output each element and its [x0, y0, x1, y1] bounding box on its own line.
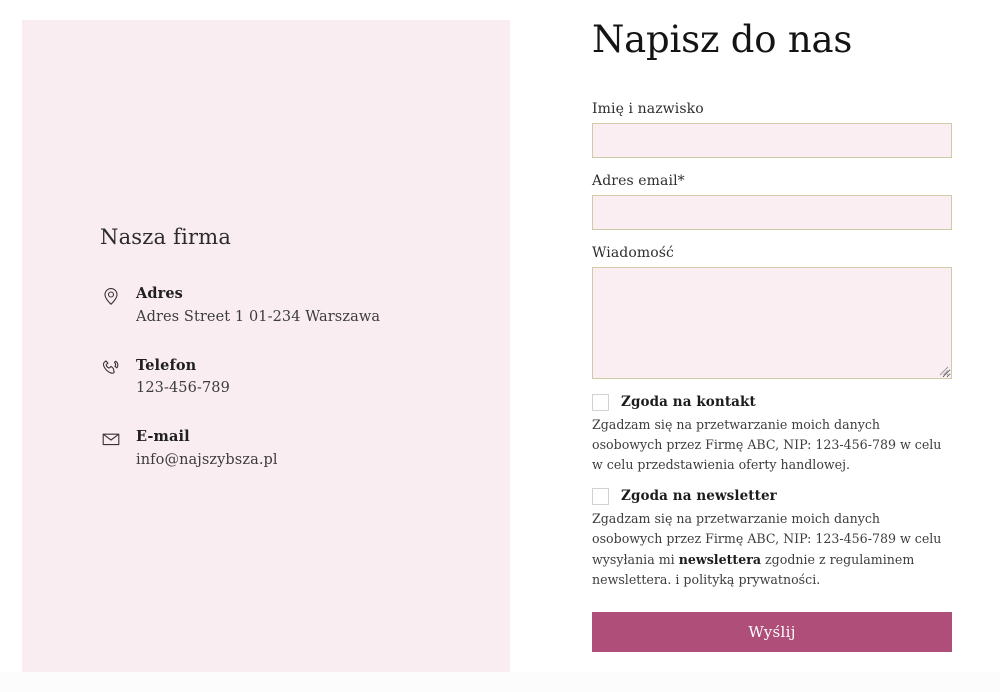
consent-newsletter-text-before: Zgadzam się na przetwarzanie moich danych osobowych przez Firmę ABC, NIP: 123-456-789 w celu wysyłania mi [592, 510, 942, 567]
label-email: Adres email* [592, 172, 685, 189]
field-group-email [592, 173, 952, 230]
full-name-input[interactable] [592, 123, 952, 158]
consent-contact-checkbox[interactable] [592, 394, 609, 411]
contact-label-email: E-mail [136, 428, 190, 445]
contact-text-email [136, 426, 278, 472]
consent-contact-text-main: Zgadzam się na przetwarzanie moich danych osobowych przez Firmę ABC, NIP: 123-456-789 w celu w celu przedstawienia oferty handlowej. [592, 416, 942, 473]
contact-value-email: info@najszybsza.pl [136, 451, 278, 468]
company-info-panel [22, 20, 510, 672]
consent-newsletter-text-bold: newslettera [678, 551, 762, 567]
field-group-message [592, 245, 952, 379]
phone-icon [100, 357, 122, 379]
submit-button[interactable]: Wyślij [592, 612, 952, 652]
message-textarea[interactable] [592, 267, 952, 379]
page-bottom-strip [0, 672, 1000, 692]
location-pin-icon [100, 285, 122, 307]
consent-newsletter-header [592, 488, 952, 505]
consent-contact [592, 394, 952, 476]
consent-newsletter-text-after: zgodnie z regulaminem newslettera. i polityką prywatności. [592, 551, 915, 588]
consent-newsletter-title: Zgoda na newsletter [621, 488, 777, 505]
label-full-name: Imię i nazwisko [592, 100, 704, 117]
contact-text-address [136, 283, 380, 329]
company-info-content [100, 225, 490, 472]
contact-text-phone [136, 355, 230, 401]
contact-row-email [100, 426, 490, 472]
consent-newsletter-checkbox[interactable] [592, 488, 609, 505]
page-title: Napisz do nas [592, 18, 853, 61]
contact-value-address: Adres Street 1 01-234 Warszawa [136, 308, 381, 325]
consent-newsletter-text [592, 509, 952, 591]
contact-value-phone: 123-456-789 [136, 380, 230, 397]
company-title: Nasza firma [100, 225, 232, 249]
field-group-name [592, 101, 952, 158]
envelope-icon [100, 428, 122, 450]
consent-contact-header [592, 394, 952, 411]
contact-row-phone [100, 355, 490, 401]
contact-row-address [100, 283, 490, 329]
contact-label-address: Adres [136, 285, 183, 302]
contact-form [592, 20, 952, 652]
message-textarea-wrapper [592, 267, 952, 379]
consent-newsletter [592, 488, 952, 591]
contact-label-phone: Telefon [136, 356, 197, 374]
consent-contact-text [592, 415, 952, 476]
consent-contact-title: Zgoda na kontakt [621, 394, 756, 411]
email-input[interactable] [592, 195, 952, 230]
label-message: Wiadomość [592, 244, 674, 261]
